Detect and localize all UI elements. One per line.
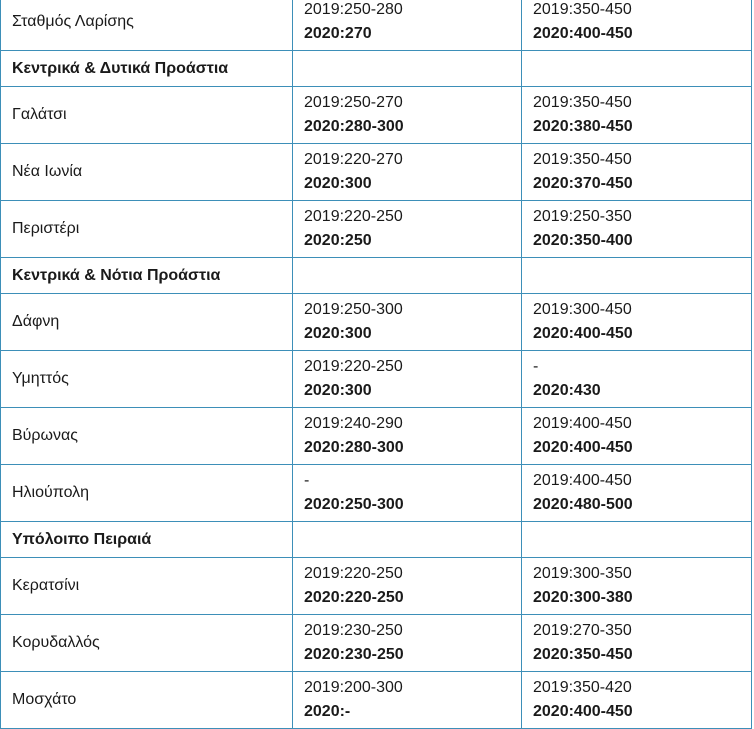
price-range-a — [293, 408, 522, 465]
price-range-a — [293, 144, 522, 201]
price-range-b — [522, 558, 752, 615]
value-2020: 2020:270 — [304, 25, 372, 42]
price-range-b — [522, 351, 752, 408]
value-2019: 2019:240-290 — [304, 415, 403, 432]
area-name: Περιστέρι — [1, 201, 293, 258]
table-row — [1, 87, 752, 144]
price-range-a — [293, 87, 522, 144]
value-2020: 2020:370-450 — [533, 175, 633, 192]
area-name: Κερατσίνι — [1, 558, 293, 615]
price-range-a — [293, 0, 522, 51]
value-2020: 2020:- — [304, 703, 351, 720]
price-range-a — [293, 558, 522, 615]
value-2019: 2019:230-250 — [304, 622, 403, 639]
section-row — [1, 522, 752, 558]
value-2020: 2020:400-450 — [533, 325, 633, 342]
empty-cell — [293, 258, 522, 294]
value-2020: 2020:350-450 — [533, 646, 633, 663]
price-range-b — [522, 672, 752, 729]
section-title: Κεντρικά & Δυτικά Προάστια — [1, 51, 293, 87]
value-2019: 2019:250-280 — [304, 1, 403, 18]
price-range-a — [293, 294, 522, 351]
value-2020: 2020:430 — [533, 382, 601, 399]
table-row — [1, 615, 752, 672]
section-title: Κεντρικά & Νότια Προάστια — [1, 258, 293, 294]
value-2020: 2020:300 — [304, 325, 372, 342]
value-2020: 2020:220-250 — [304, 589, 404, 606]
empty-cell — [522, 258, 752, 294]
price-range-b — [522, 615, 752, 672]
price-range-a — [293, 465, 522, 522]
value-2020: 2020:400-450 — [533, 703, 633, 720]
table-row — [1, 351, 752, 408]
area-name: Μοσχάτο — [1, 672, 293, 729]
value-2019: 2019:270-350 — [533, 622, 632, 639]
price-range-b — [522, 294, 752, 351]
value-2019: 2019:350-450 — [533, 151, 632, 168]
value-2019: 2019:250-300 — [304, 301, 403, 318]
value-2020: 2020:400-450 — [533, 439, 633, 456]
area-name: Σταθμός Λαρίσης — [1, 0, 293, 51]
price-range-b — [522, 408, 752, 465]
value-2020: 2020:300 — [304, 382, 372, 399]
price-range-a — [293, 201, 522, 258]
section-row — [1, 51, 752, 87]
section-row — [1, 258, 752, 294]
value-2020: 2020:250-300 — [304, 496, 404, 513]
area-name: Κορυδαλλός — [1, 615, 293, 672]
area-name: Νέα Ιωνία — [1, 144, 293, 201]
value-2019: 2019:300-350 — [533, 565, 632, 582]
value-2019: 2019:350-450 — [533, 94, 632, 111]
value-2020: 2020:300-380 — [533, 589, 633, 606]
table-row — [1, 201, 752, 258]
value-2019: 2019:300-450 — [533, 301, 632, 318]
value-2020: 2020:350-400 — [533, 232, 633, 249]
table-row — [1, 465, 752, 522]
value-2020: 2020:380-450 — [533, 118, 633, 135]
value-2019: 2019:250-270 — [304, 94, 403, 111]
price-range-a — [293, 351, 522, 408]
price-range-b — [522, 465, 752, 522]
price-range-b — [522, 0, 752, 51]
value-2020: 2020:480-500 — [533, 496, 633, 513]
value-2019: 2019:200-300 — [304, 679, 403, 696]
value-2019: 2019:220-250 — [304, 208, 403, 225]
value-2019: 2019:400-450 — [533, 415, 632, 432]
value-2020: 2020:280-300 — [304, 439, 404, 456]
price-range-b — [522, 201, 752, 258]
empty-cell — [293, 522, 522, 558]
area-name: Γαλάτσι — [1, 87, 293, 144]
table-row — [1, 408, 752, 465]
empty-cell — [522, 51, 752, 87]
area-name: Δάφνη — [1, 294, 293, 351]
area-name: Βύρωνας — [1, 408, 293, 465]
value-2019: 2019:220-250 — [304, 358, 403, 375]
table-row — [1, 144, 752, 201]
value-2020: 2020:250 — [304, 232, 372, 249]
value-2019: 2019:220-270 — [304, 151, 403, 168]
table-row — [1, 558, 752, 615]
table-row — [1, 294, 752, 351]
empty-cell — [522, 522, 752, 558]
area-name: Ηλιούπολη — [1, 465, 293, 522]
value-2019: - — [533, 358, 539, 375]
value-2019: 2019:350-420 — [533, 679, 632, 696]
value-2019: 2019:250-350 — [533, 208, 632, 225]
price-range-b — [522, 87, 752, 144]
value-2019: 2019:400-450 — [533, 472, 632, 489]
section-title: Υπόλοιπο Πειραιά — [1, 522, 293, 558]
price-range-b — [522, 144, 752, 201]
price-range-a — [293, 672, 522, 729]
value-2019: - — [304, 472, 310, 489]
value-2019: 2019:220-250 — [304, 565, 403, 582]
value-2020: 2020:400-450 — [533, 25, 633, 42]
table-row — [1, 672, 752, 729]
value-2020: 2020:280-300 — [304, 118, 404, 135]
value-2020: 2020:300 — [304, 175, 372, 192]
area-name: Υμηττός — [1, 351, 293, 408]
empty-cell — [293, 51, 522, 87]
price-range-a — [293, 615, 522, 672]
table-row — [1, 0, 752, 51]
value-2020: 2020:230-250 — [304, 646, 404, 663]
value-2019: 2019:350-450 — [533, 1, 632, 18]
